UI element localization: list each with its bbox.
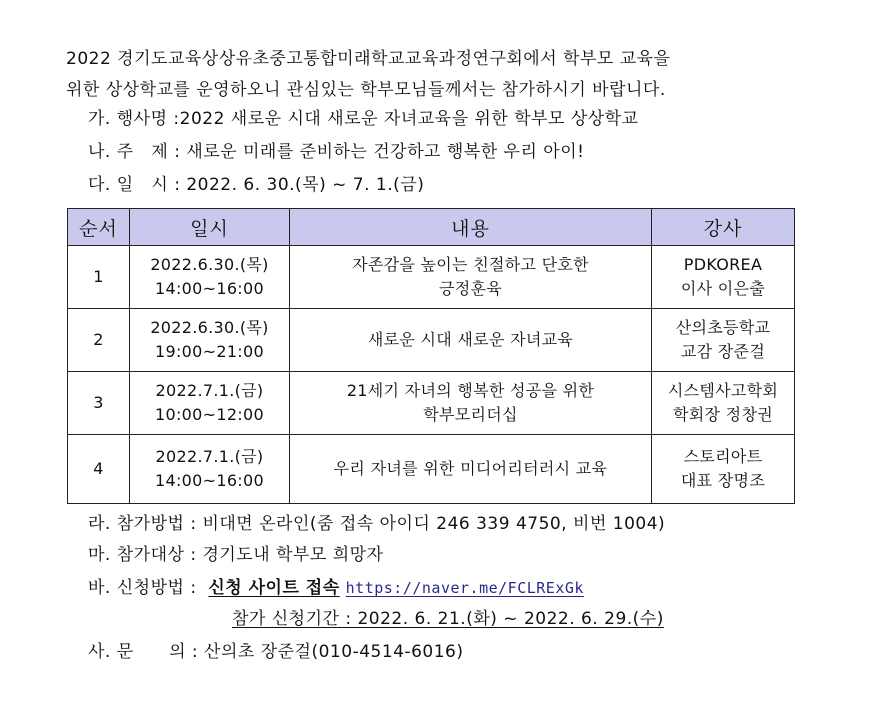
method-label: 라. 참가방법 : [88,514,203,534]
intro-line-1: 2022 경기도교육상상유초중고통합미래학교교육과정연구회에서 학부모 교육을 [66,49,671,69]
event-date-label: 다. 일 시 : [88,175,187,195]
row-date: 2022.7.1.(금) [155,381,264,400]
row-speaker-name: 대표 장명조 [680,471,766,490]
row-speaker [652,246,795,309]
row-date: 2022.6.30.(목) [150,255,269,274]
row-content-line-1: 새로운 시대 새로운 자녀교육 [367,330,574,349]
schedule-table [67,208,795,504]
row-date: 2022.6.30.(목) [150,318,269,337]
row-time: 14:00~16:00 [155,471,264,490]
table-row [68,309,795,372]
row-datetime [130,309,290,372]
row-datetime [130,246,290,309]
row-speaker [652,372,795,435]
row-content-line-2: 학부모리더십 [423,405,518,424]
table-header-row [68,209,795,246]
row-content [290,372,652,435]
row-speaker-org: 스토리아트 [683,447,763,466]
event-name-value: 2022 새로운 시대 새로운 자녀교육을 위한 학부모 상상학교 [179,109,639,129]
participation-method [88,509,665,539]
row-content [290,435,652,504]
table-row [68,435,795,504]
row-speaker-org: 시스템사고학회 [667,381,779,400]
row-content [290,309,652,372]
row-speaker [652,435,795,504]
row-datetime [130,372,290,435]
row-time: 10:00~12:00 [155,405,264,424]
apply-url-link[interactable]: https://naver.me/FCLRExGk [345,579,584,597]
row-speaker-name: 이사 이은출 [680,279,766,298]
application-method [88,573,584,603]
contact-label: 사. 문 의 : [88,642,205,662]
contact-value: 산의초 장준걸(010-4514-6016) [204,642,464,662]
apply-label: 바. 신청방법 : [88,578,209,598]
apply-site-text: 신청 사이트 접속 [208,578,340,598]
row-content-line-1: 21세기 자녀의 행복한 성공을 위한 [346,381,595,400]
event-name-label: 가. 행사명 : [88,109,180,129]
event-theme-label: 나. 주 제 : [88,142,187,162]
row-number: 4 [68,435,130,504]
event-theme [88,137,584,167]
row-number: 1 [68,246,130,309]
row-speaker-name: 교감 장준걸 [680,342,766,361]
method-value: 비대면 온라인(줌 접속 아이디 246 339 4750, 비번 1004) [202,514,666,534]
header-datetime: 일시 [130,209,290,246]
header-speaker: 강사 [652,209,795,246]
event-date [88,170,424,200]
row-time: 14:00~16:00 [155,279,264,298]
header-content: 내용 [290,209,652,246]
row-number: 2 [68,309,130,372]
row-number: 3 [68,372,130,435]
row-speaker-org: 산의초등학교 [675,318,771,337]
table-row [68,372,795,435]
row-content [290,246,652,309]
row-content-line-1: 우리 자녀를 위한 미디어리터러시 교육 [333,459,608,478]
target-label: 마. 참가대상 : [88,545,203,565]
contact-info [88,637,464,667]
row-date: 2022.7.1.(금) [155,447,264,466]
row-time: 19:00~21:00 [155,342,264,361]
event-date-value: 2022. 6. 30.(목) ~ 7. 1.(금) [186,175,425,195]
intro-paragraph [66,44,826,106]
row-speaker-name: 학회장 정창권 [673,405,773,424]
row-datetime [130,435,290,504]
application-period [232,604,664,634]
intro-line-2: 위한 상상학교를 운영하오니 관심있는 학부모님들께서는 참가하시기 바랍니다. [66,80,666,100]
row-speaker-org: PDKOREA [683,255,763,274]
table-row [68,246,795,309]
event-name [88,104,639,134]
target-value: 경기도내 학부모 희망자 [202,545,384,565]
row-content-line-1: 자존감을 높이는 친절하고 단호한 [352,255,589,274]
event-theme-value: 새로운 미래를 준비하는 건강하고 행복한 우리 아이! [186,142,585,162]
header-order: 순서 [68,209,130,246]
row-speaker [652,309,795,372]
apply-period-text: 참가 신청기간 : 2022. 6. 21.(화) ~ 2022. 6. 29.(수) [232,609,664,629]
participation-target [88,540,383,570]
row-content-line-2: 긍정훈육 [438,279,503,298]
